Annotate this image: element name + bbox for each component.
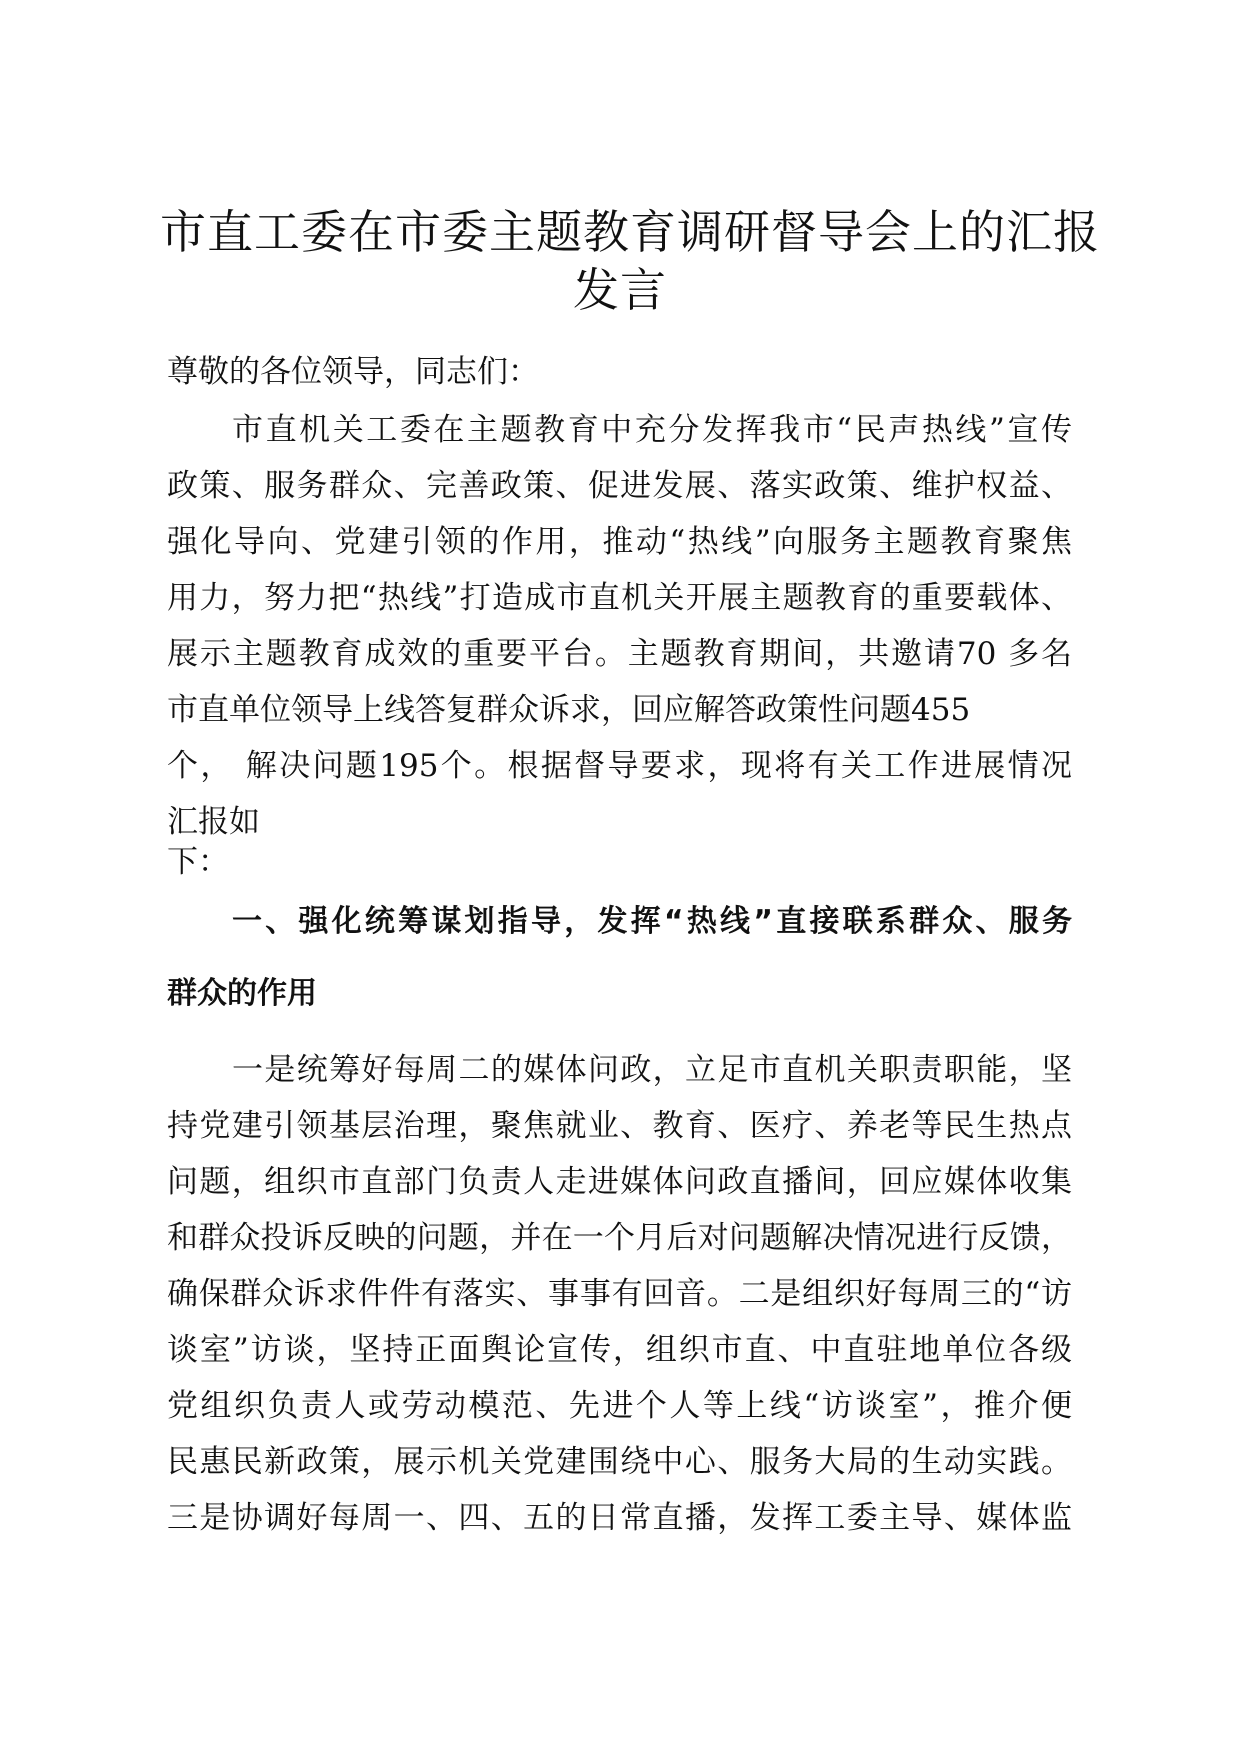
body-line: 民惠民新政策，展示机关党建围绕中心、服务大局的生动实践。 (167, 1444, 1072, 1480)
body-line: 谈室”访谈，坚持正面舆论宣传，组织市直、中直驻地单位各级 (167, 1332, 1072, 1368)
intro-line: 展示主题教育成效的重要平台。主题教育期间，共邀请70 多名 (167, 636, 1072, 672)
body-line: 确保群众诉求件件有落实、事事有回音。二是组织好每周三的“访 (167, 1276, 1072, 1312)
body-line: 和群众投诉反映的问题，并在一个月后对问题解决情况进行反馈， (167, 1220, 1072, 1256)
intro-line: 强化导向、党建引领的作用，推动“热线”向服务主题教育聚焦 (167, 524, 1072, 560)
section-heading-line-1: 一、强化统筹谋划指导，发挥“热线”直接联系群众、服务 (232, 904, 1072, 939)
intro-line: 下： (167, 844, 229, 880)
body-line: 三是协调好每周一、四、五的日常直播，发挥工委主导、媒体监 (167, 1500, 1072, 1536)
intro-line: 汇报如 (167, 804, 260, 840)
intro-line: 用力，努力把“热线”打造成市直机关开展主题教育的重要载体、 (167, 580, 1072, 616)
document-title-line-1: 市直工委在市委主题教育调研督导会上的汇报 (160, 205, 1100, 259)
salutation: 尊敬的各位领导，同志们： (167, 354, 539, 390)
intro-line: 市直机关工委在主题教育中充分发挥我市“民声热线”宣传 (232, 412, 1072, 448)
body-line: 持党建引领基层治理，聚焦就业、教育、医疗、养老等民生热点 (167, 1108, 1072, 1144)
body-line: 问题，组织市直部门负责人走进媒体问政直播间，回应媒体收集 (167, 1164, 1072, 1200)
body-line: 一是统筹好每周二的媒体问政，立足市直机关职责职能，坚 (232, 1052, 1072, 1088)
body-line: 党组织负责人或劳动模范、先进个人等上线“访谈室”，推介便 (167, 1388, 1072, 1424)
section-heading-line-2: 群众的作用 (167, 976, 317, 1011)
document-title-line-2: 发言 (573, 263, 667, 317)
intro-line: 个， 解决问题195个。根据督导要求，现将有关工作进展情况 (167, 748, 1072, 784)
intro-line: 市直单位领导上线答复群众诉求，回应解答政策性问题455 (167, 692, 971, 728)
intro-line: 政策、服务群众、完善政策、促进发展、落实政策、维护权益、 (167, 468, 1072, 504)
